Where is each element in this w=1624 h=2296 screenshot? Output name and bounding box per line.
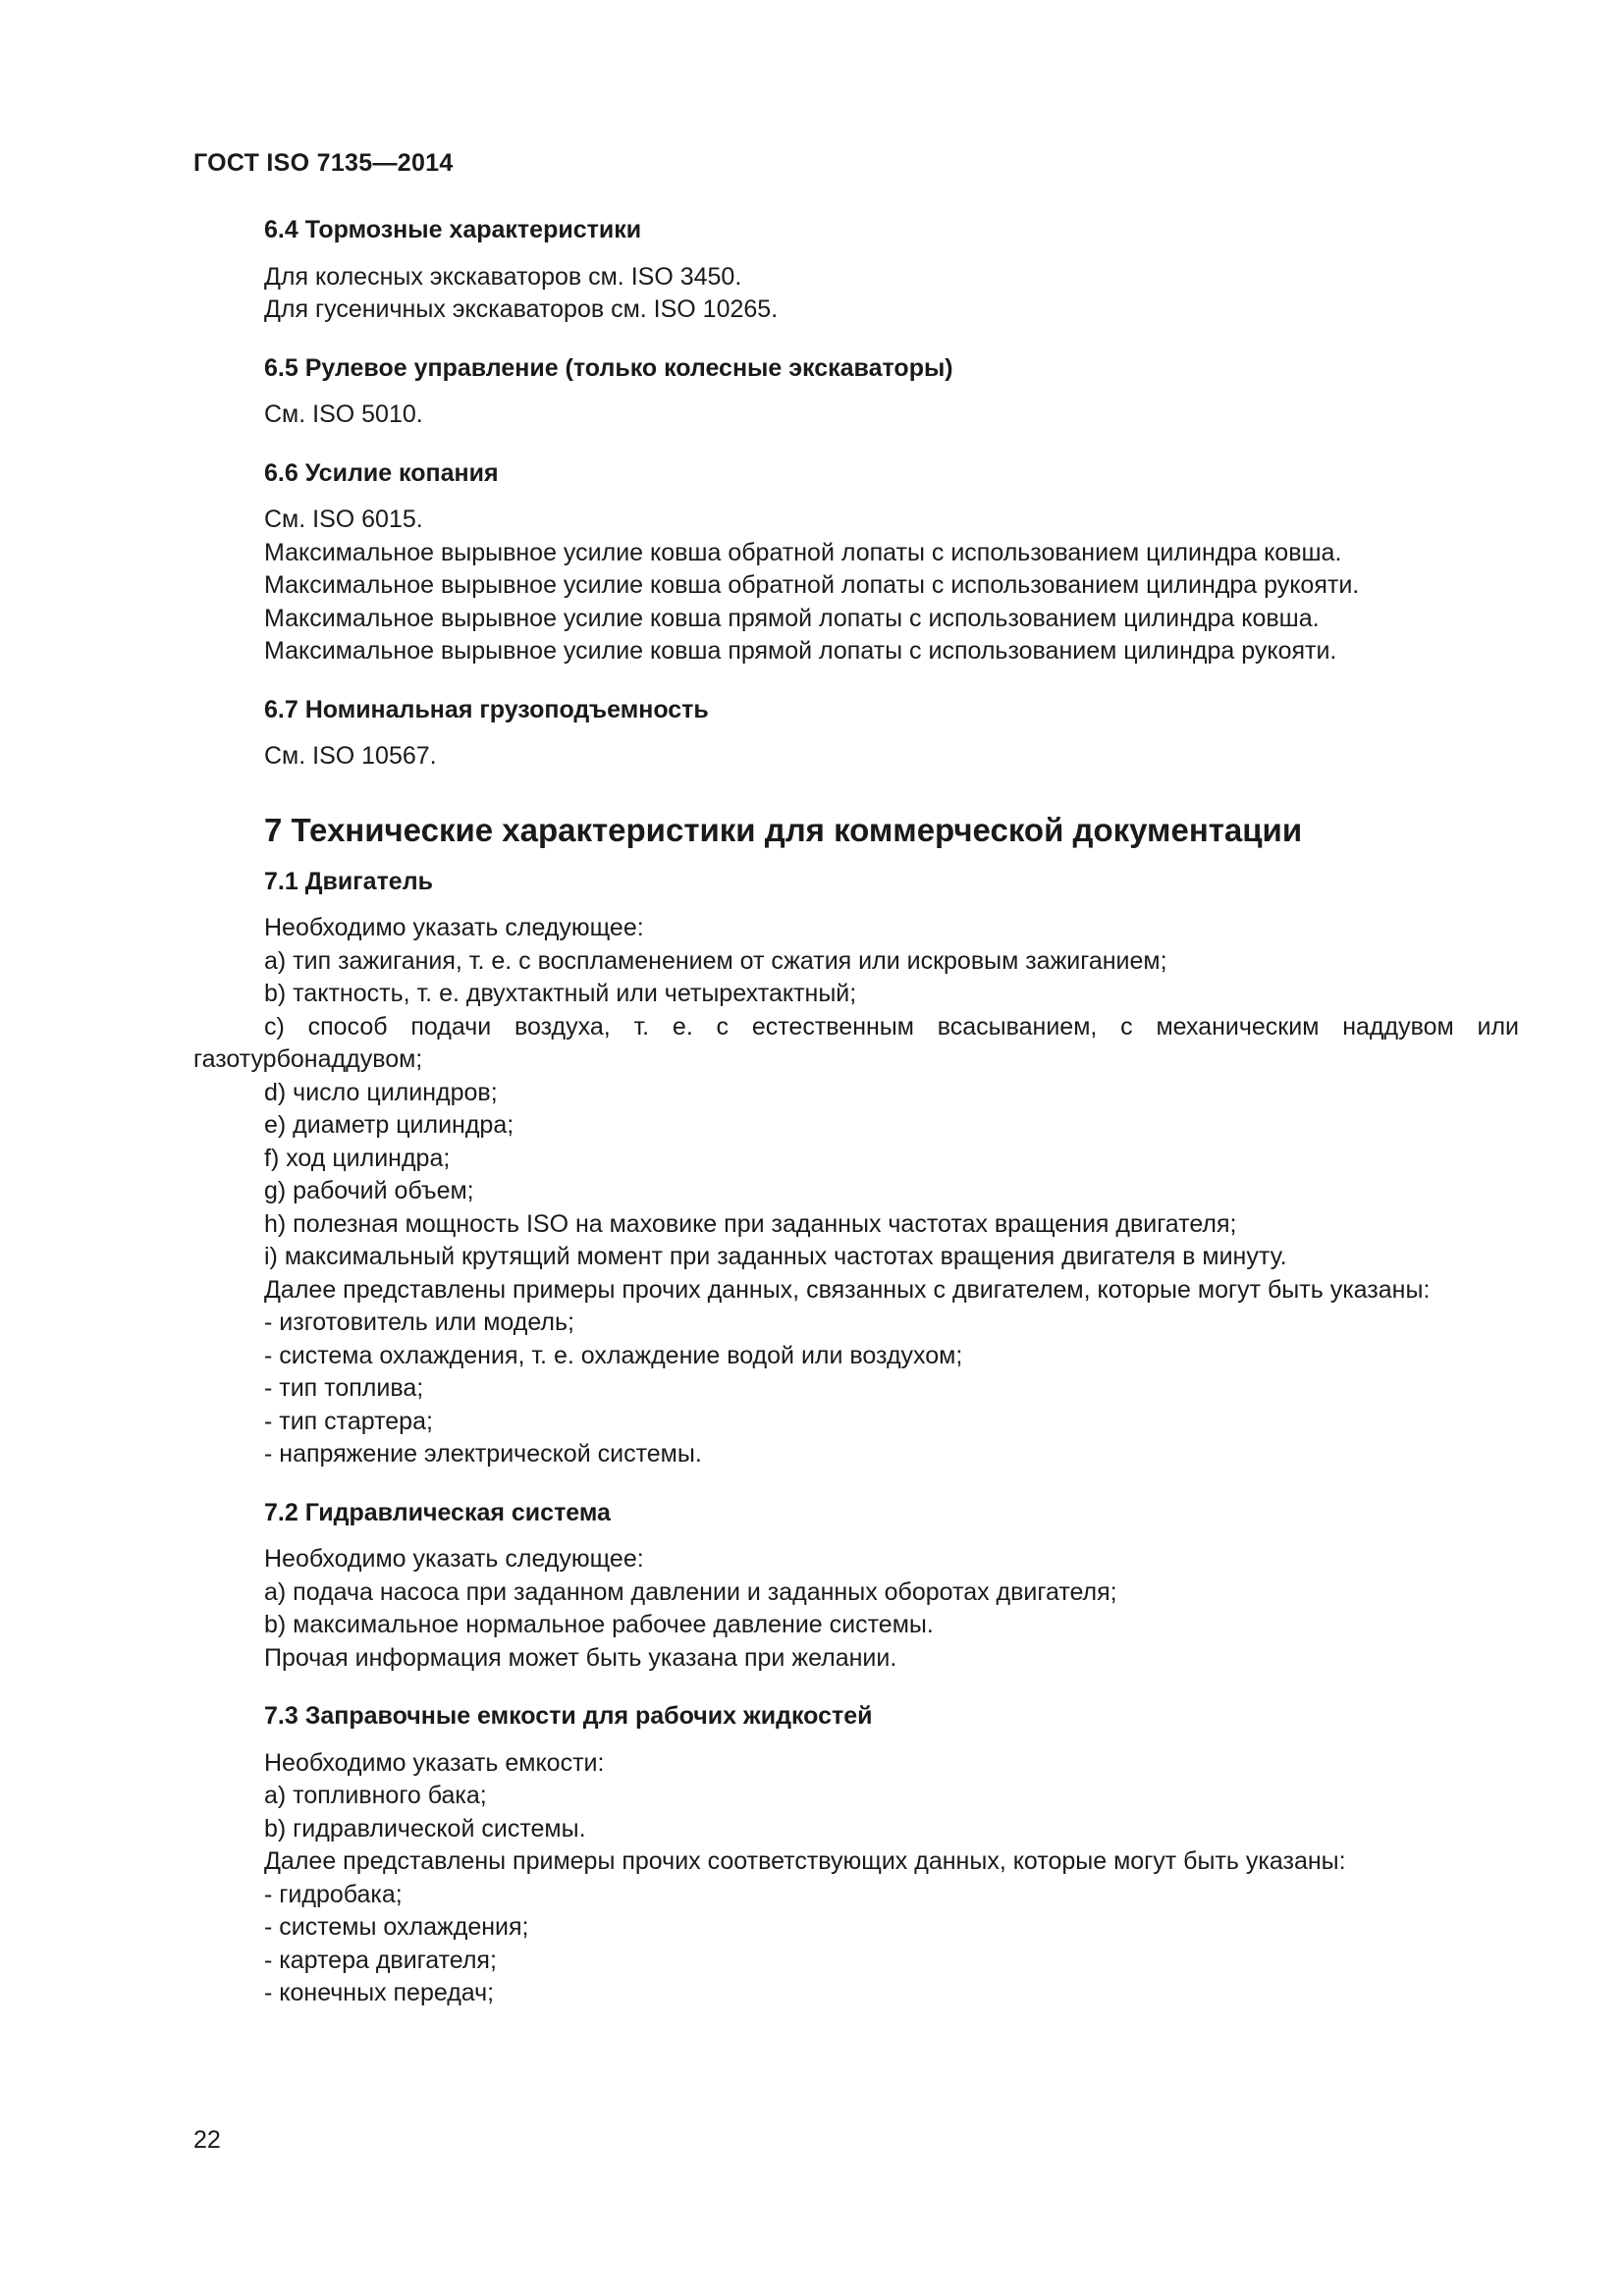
list-item: f) ход цилиндра; (264, 1144, 451, 1172)
list-item: a) тип зажигания, т. е. с воспламенением от сжатия или искровым зажиганием; (264, 946, 1167, 975)
section-7-1-title: 7.1 Двигатель (264, 867, 433, 895)
section-7-2-title: 7.2 Гидравлическая система (264, 1498, 611, 1526)
list-item: b) гидравлической системы. (264, 1814, 586, 1842)
section-6-5-title: 6.5 Рулевое управление (только колесные экскаваторы) (264, 353, 953, 382)
paragraph: Максимальное вырывное усилие ковша прямой лопаты с использованием цилиндра ковша. (264, 604, 1320, 632)
paragraph: Для колесных экскаваторов см. ISO 3450. (264, 262, 742, 291)
list-item: - картера двигателя; (264, 1946, 497, 1974)
paragraph: Далее представлены примеры прочих соответствующих данных, которые могут быть указаны: (264, 1847, 1346, 1875)
section-6-6-title: 6.6 Усилие копания (264, 458, 499, 487)
list-item: - напряжение электрической системы. (264, 1440, 702, 1468)
paragraph: Максимальное вырывное усилие ковша прямой лопаты с использованием цилиндра рукояти. (264, 637, 1337, 665)
paragraph: Далее представлены примеры прочих данных, связанных с двигателем, которые могут быть указаны: (264, 1275, 1431, 1304)
section-6-7-title: 6.7 Номинальная грузоподъемность (264, 695, 709, 723)
list-item: c) способ подачи воздуха, т. е. с естественным всасыванием, с механическим наддувом или газотурбонаддувом; (193, 1012, 1519, 1073)
list-item: a) подача насоса при заданном давлении и заданных оборотах двигателя; (264, 1577, 1117, 1606)
list-item: g) рабочий объем; (264, 1177, 474, 1204)
paragraph: Максимальное вырывное усилие ковша обратной лопаты с использованием цилиндра рукояти. (264, 571, 1360, 599)
list-item: - конечных передач; (264, 1979, 495, 2006)
list-item: d) число цилиндров; (264, 1078, 498, 1106)
paragraph: Необходимо указать следующее: (264, 1545, 644, 1573)
paragraph: Для гусеничных экскаваторов см. ISO 10265. (264, 295, 779, 323)
section-7-3-title: 7.3 Заправочные емкости для рабочих жидкостей (264, 1702, 873, 1730)
list-item: - тип стартера; (264, 1407, 433, 1435)
list-item: - тип топлива; (264, 1374, 424, 1402)
paragraph: См. ISO 6015. (264, 506, 423, 533)
paragraph: См. ISO 5010. (264, 400, 423, 428)
section-6-4-title: 6.4 Тормозные характеристики (264, 216, 642, 243)
page-number: 22 (193, 2126, 221, 2154)
document-code: ГОСТ ISO 7135—2014 (193, 149, 454, 177)
list-item: - системы охлаждения; (264, 1913, 529, 1941)
list-item: b) тактность, т. е. двухтактный или четырехтактный; (264, 980, 857, 1007)
paragraph: Прочая информация может быть указана при желании. (264, 1643, 897, 1672)
list-item: e) диаметр цилиндра; (264, 1111, 514, 1139)
list-item: b) максимальное нормальное рабочее давление системы. (264, 1611, 934, 1638)
paragraph: Необходимо указать емкости: (264, 1748, 605, 1777)
paragraph: Максимальное вырывное усилие ковша обратной лопаты с использованием цилиндра ковша. (264, 538, 1342, 566)
list-item: h) полезная мощность ISO на маховике при заданных частотах вращения двигателя; (264, 1209, 1237, 1238)
list-item: - система охлаждения, т. е. охлаждение водой или воздухом; (264, 1341, 963, 1369)
page-body (193, 214, 1519, 2010)
list-item: - изготовитель или модель; (264, 1308, 574, 1336)
list-item: a) топливного бака; (264, 1782, 487, 1809)
paragraph: См. ISO 10567. (264, 742, 437, 770)
section-7-title: 7 Технические характеристики для коммерческой документации (264, 811, 1303, 848)
paragraph: Необходимо указать следующее: (264, 914, 644, 941)
list-item: i) максимальный крутящий момент при заданных частотах вращения двигателя в минуту. (264, 1243, 1287, 1270)
list-item: - гидробака; (264, 1880, 403, 1908)
